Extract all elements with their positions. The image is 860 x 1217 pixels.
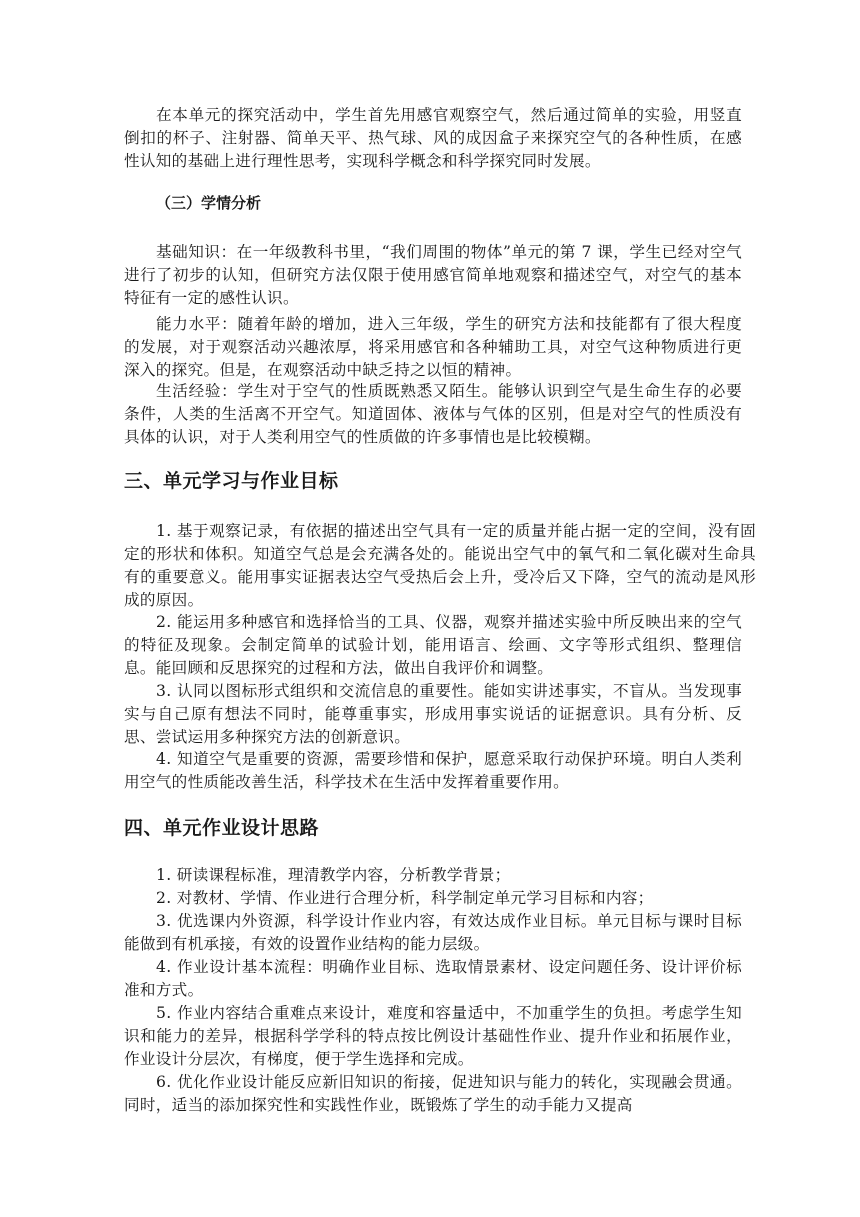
goal-item-2: 2. 能运用多种感官和选择恰当的工具、仪器，观察并描述实验中所反映出来的空气的特征及现象。会制定简单的试验计划，能用语言、绘画、文字等形式组织、整理信息。能回顾和反思探究的过程和方法，做出自我评价和调整。 [124, 613, 742, 677]
design-item-1: 1. 研读课程标准，理清教学内容，分析教学背景； [156, 866, 511, 884]
intro-paragraph: 在本单元的探究活动中，学生首先用感官观察空气，然后通过简单的实验，用竖直倒扣的杯子、注射器、简单天平、热气球、风的成因盒子来探究空气的各种性质，在感性认知的基础上进行理性思考，实现科学概念和科学探究同时发展。 [124, 106, 742, 170]
section-4-heading: 四、单元作业设计思路 [124, 817, 320, 839]
ability-level-paragraph: 能力水平：随着年龄的增加，进入三年级，学生的研究方法和技能都有了很大程度的发展，对于观察活动兴趣浓厚，将采用感官和各种辅助工具，对空气这种物质进行更深入的探究。但是，在观察活动中缺乏持之以恒的精神。 [124, 315, 742, 379]
life-experience-paragraph: 生活经验：学生对于空气的性质既熟悉又陌生。能够认识到空气是生命生存的必要条件，人类的生活离不开空气。知道固体、液体与气体的区别，但是对空气的性质没有具体的认识，对于人类利用空气的性质做的许多事情也是比较模糊。 [124, 382, 742, 446]
section-3-heading: 三、单元学习与作业目标 [124, 470, 339, 492]
goal-item-1: 1. 基于观察记录，有依据的描述出空气具有一定的质量并能占据一定的空间，没有固定的形状和体积。知道空气总是会充满各处的。能说出空气中的氧气和二氧化碳对生命具有的重要意义。能用事实证据表达空气受热后会上升，受冷后又下降，空气的流动是风形成的原因。 [124, 522, 756, 609]
student-analysis-heading: （三）学情分析 [156, 194, 262, 212]
design-item-5: 5. 作业内容结合重难点来设计，难度和容量适中，不加重学生的负担。考虑学生知识和能力的差异，根据科学学科的特点按比例设计基础性作业、提升作业和拓展作业，作业设计分层次，有梯度，便于学生选择和完成。 [124, 1004, 742, 1068]
design-item-2: 2. 对教材、学情、作业进行合理分析，科学制定单元学习目标和内容； [156, 889, 654, 907]
design-item-6: 6. 优化作业设计能反应新旧知识的衔接，促进知识与能力的转化，实现融会贯通。同时，适当的添加探究性和实践性作业，既锻炼了学生的动手能力又提高 [124, 1073, 742, 1114]
goal-item-4: 4. 知道空气是重要的资源，需要珍惜和保护，愿意采取行动保护环境。明白人类利用空气的性质能改善生活，科学技术在生活中发挥着重要作用。 [124, 750, 742, 791]
basic-knowledge-paragraph: 基础知识：在一年级教科书里，“我们周围的物体”单元的第 7 课，学生已经对空气进行了初步的认知，但研究方法仅限于使用感官简单地观察和描述空气，对空气的基本特征有一定的感性认识。 [124, 243, 742, 307]
design-item-4: 4. 作业设计基本流程：明确作业目标、选取情景素材、设定问题任务、设计评价标准和方式。 [124, 958, 742, 999]
goal-item-3: 3. 认同以图标形式组织和交流信息的重要性。能如实讲述事实，不盲从。当发现事实与自己原有想法不同时，能尊重事实，形成用事实说话的证据意识。具有分析、反思、尝试运用多种探究方法的创新意识。 [124, 682, 742, 746]
design-item-3: 3. 优选课内外资源，科学设计作业内容，有效达成作业目标。单元目标与课时目标能做到有机承接，有效的设置作业结构的能力层级。 [124, 912, 742, 953]
